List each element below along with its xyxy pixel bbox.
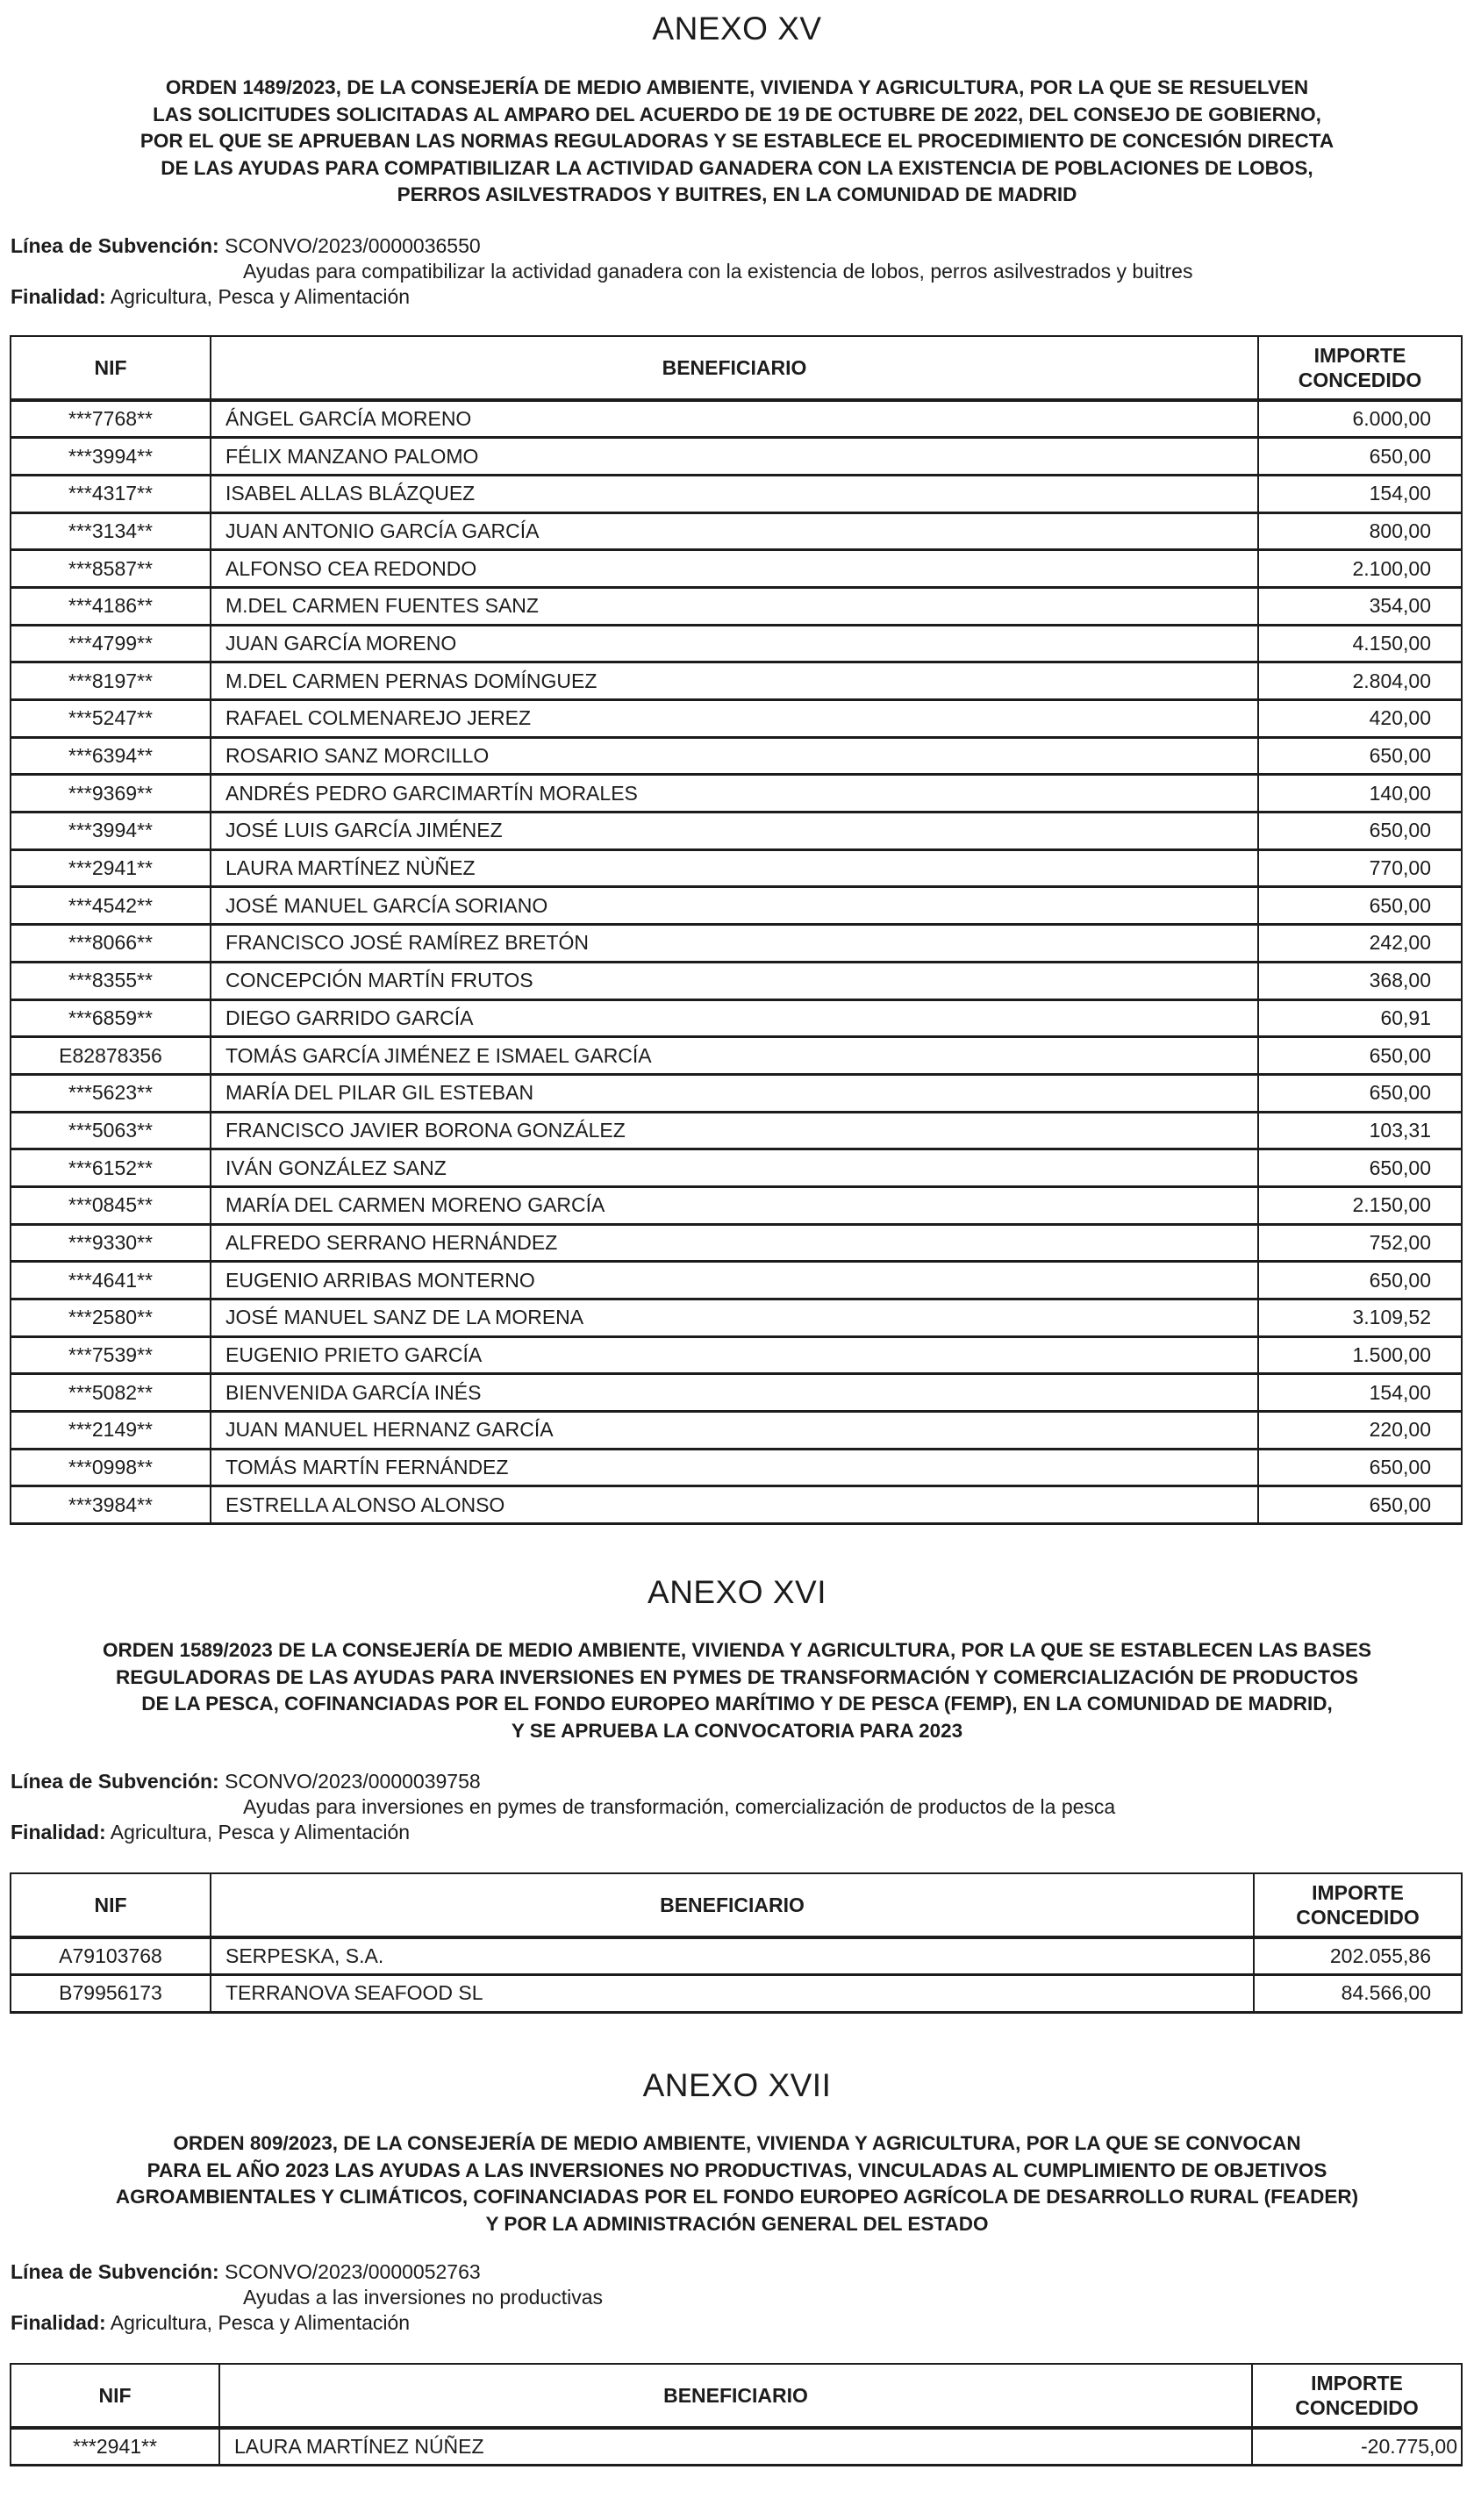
anexo-xvi-subvencion-info — [11, 1769, 1115, 1845]
nif-cell: ***5082** — [11, 1374, 211, 1412]
table-header-row — [11, 336, 1462, 400]
importe-cell: 650,00 — [1258, 887, 1462, 925]
table-row — [11, 887, 1462, 925]
anexo-xvii-table-body — [11, 2428, 1462, 2466]
table-row — [11, 849, 1462, 887]
column-header-importe: IMPORTE CONCEDIDO — [1258, 336, 1462, 400]
table-row — [11, 1975, 1462, 2013]
finalidad-value: Agricultura, Pesca y Alimentación — [110, 285, 411, 308]
importe-cell: 2.150,00 — [1258, 1186, 1462, 1224]
beneficiario-cell: JUAN MANUEL HERNANZ GARCÍA — [211, 1412, 1258, 1450]
beneficiario-cell: JOSÉ MANUEL GARCÍA SORIANO — [211, 887, 1258, 925]
anexo-xvii-beneficiaries-table — [10, 2363, 1463, 2466]
importe-cell: 650,00 — [1258, 813, 1462, 850]
beneficiario-cell: ESTRELLA ALONSO ALONSO — [211, 1486, 1258, 1524]
orden-line: ORDEN 1489/2023, DE LA CONSEJERÍA DE MEDIO AMBIENTE, VIVIENDA Y AGRICULTURA, POR LA QUE SE RESUELVEN — [165, 76, 1309, 98]
nif-cell: A79103768 — [11, 1937, 211, 1975]
orden-line: POR EL QUE SE APRUEBAN LAS NORMAS REGULADORAS Y SE ESTABLECE EL PROCEDIMIENTO DE CONCESIÓN DIRECTA — [140, 130, 1334, 152]
beneficiario-cell: TOMÁS MARTÍN FERNÁNDEZ — [211, 1449, 1258, 1486]
column-header-beneficiario: BENEFICIARIO — [219, 2364, 1252, 2428]
nif-cell: ***3134** — [11, 512, 211, 550]
beneficiario-cell: JOSÉ LUIS GARCÍA JIMÉNEZ — [211, 813, 1258, 850]
nif-cell: ***4317** — [11, 475, 211, 512]
nif-cell: ***8066** — [11, 925, 211, 963]
orden-line: PERROS ASILVESTRADOS Y BUITRES, EN LA COMUNIDAD DE MADRID — [397, 183, 1077, 205]
beneficiario-cell: CONCEPCIÓN MARTÍN FRUTOS — [211, 962, 1258, 999]
nif-cell: B79956173 — [11, 1975, 211, 2013]
anexo-xvii-title: ANEXO XVII — [642, 2067, 832, 2103]
importe-cell: 242,00 — [1258, 925, 1462, 963]
linea-label: Línea de Subvención: — [11, 234, 219, 257]
nif-cell: E82878356 — [11, 1037, 211, 1075]
orden-line: Y POR LA ADMINISTRACIÓN GENERAL DEL ESTADO — [485, 2212, 989, 2235]
table-row — [11, 925, 1462, 963]
orden-line: REGULADORAS DE LAS AYUDAS PARA INVERSIONES EN PYMES DE TRANSFORMACIÓN Y COMERCIALIZACIÓN DE PRODUCTOS — [116, 1665, 1358, 1688]
anexo-xvi-table-body — [11, 1937, 1462, 2012]
importe-cell: 368,00 — [1258, 962, 1462, 999]
beneficiario-cell: TOMÁS GARCÍA JIMÉNEZ E ISMAEL GARCÍA — [211, 1037, 1258, 1075]
importe-cell: 154,00 — [1258, 1374, 1462, 1412]
column-header-nif: NIF — [11, 336, 211, 400]
table-row — [11, 2428, 1462, 2466]
beneficiario-cell: ÁNGEL GARCÍA MORENO — [211, 400, 1258, 438]
nif-cell: ***2941** — [11, 2428, 219, 2466]
beneficiario-cell: ALFONSO CEA REDONDO — [211, 550, 1258, 588]
beneficiario-cell: IVÁN GONZÁLEZ SANZ — [211, 1149, 1258, 1187]
importe-cell: 140,00 — [1258, 775, 1462, 813]
orden-line: ORDEN 1589/2023 DE LA CONSEJERÍA DE MEDIO AMBIENTE, VIVIENDA Y AGRICULTURA, POR LA QUE SE ESTABLECEN LAS BASES — [102, 1639, 1372, 1661]
importe-cell: 650,00 — [1258, 438, 1462, 476]
finalidad-value: Agricultura, Pesca y Alimentación — [110, 1821, 411, 1843]
orden-line: PARA EL AÑO 2023 LAS AYUDAS A LAS INVERSIONES NO PRODUCTIVAS, VINCULADAS AL CUMPLIMIENTO DE OBJETIVOS — [147, 2158, 1327, 2181]
linea-description: Ayudas a las inversiones no productivas — [243, 2286, 603, 2309]
anexo-xvii-subvencion-info — [11, 2259, 603, 2336]
nif-cell: ***8197** — [11, 662, 211, 700]
finalidad-value: Agricultura, Pesca y Alimentación — [110, 2311, 411, 2334]
importe-cell: -20.775,00 — [1252, 2428, 1462, 2466]
importe-cell: 2.804,00 — [1258, 662, 1462, 700]
table-row — [11, 1186, 1462, 1224]
table-row — [11, 662, 1462, 700]
table-row — [11, 1937, 1462, 1975]
table-row — [11, 1262, 1462, 1299]
table-row — [11, 700, 1462, 738]
nif-cell: ***2941** — [11, 849, 211, 887]
anexo-xvii-orden-heading — [18, 2130, 1456, 2237]
table-row — [11, 1374, 1462, 1412]
nif-cell: ***4542** — [11, 887, 211, 925]
orden-line: LAS SOLICITUDES SOLICITADAS AL AMPARO DEL ACUERDO DE 19 DE OCTUBRE DE 2022, DEL CONSEJO DE GOBIERNO, — [153, 103, 1321, 125]
orden-line: DE LAS AYUDAS PARA COMPATIBILIZAR LA ACTIVIDAD GANADERA CON LA EXISTENCIA DE POBLACIONES DE LOBOS, — [161, 156, 1313, 179]
table-row — [11, 775, 1462, 813]
importe-cell: 3.109,52 — [1258, 1299, 1462, 1337]
column-header-beneficiario: BENEFICIARIO — [211, 1873, 1254, 1937]
nif-cell: ***6394** — [11, 737, 211, 775]
table-row — [11, 1449, 1462, 1486]
beneficiario-cell: ALFREDO SERRANO HERNÁNDEZ — [211, 1224, 1258, 1262]
beneficiario-cell: MARÍA DEL CARMEN MORENO GARCÍA — [211, 1186, 1258, 1224]
beneficiario-cell: M.DEL CARMEN FUENTES SANZ — [211, 587, 1258, 625]
column-header-beneficiario: BENEFICIARIO — [211, 336, 1258, 400]
orden-line: ORDEN 809/2023, DE LA CONSEJERÍA DE MEDIO AMBIENTE, VIVIENDA Y AGRICULTURA, POR LA QUE SE CONVOCAN — [173, 2132, 1301, 2154]
table-row — [11, 1299, 1462, 1337]
linea-description: Ayudas para inversiones en pymes de transformación, comercialización de productos de la pesca — [243, 1795, 1116, 1818]
column-header-importe: IMPORTE CONCEDIDO — [1252, 2364, 1462, 2428]
importe-cell: 1.500,00 — [1258, 1336, 1462, 1374]
anexo-xvi-beneficiaries-table — [10, 1872, 1463, 2014]
nif-cell: ***7768** — [11, 400, 211, 438]
linea-code: SCONVO/2023/0000039758 — [225, 1770, 481, 1793]
table-row — [11, 625, 1462, 662]
beneficiario-cell: EUGENIO PRIETO GARCÍA — [211, 1336, 1258, 1374]
nif-cell: ***3994** — [11, 813, 211, 850]
anexo-xvi-orden-heading — [18, 1637, 1456, 1744]
table-row — [11, 737, 1462, 775]
anexo-xv-beneficiaries-table — [10, 335, 1463, 1525]
importe-cell: 60,91 — [1258, 999, 1462, 1037]
nif-cell: ***9369** — [11, 775, 211, 813]
table-row — [11, 475, 1462, 512]
beneficiario-cell: ROSARIO SANZ MORCILLO — [211, 737, 1258, 775]
importe-cell: 103,31 — [1258, 1112, 1462, 1149]
column-header-nif: NIF — [11, 2364, 219, 2428]
importe-cell: 6.000,00 — [1258, 400, 1462, 438]
anexo-xv-orden-heading — [18, 75, 1456, 209]
table-row — [11, 1037, 1462, 1075]
importe-cell: 650,00 — [1258, 1149, 1462, 1187]
orden-line: Y SE APRUEBA LA CONVOCATORIA PARA 2023 — [511, 1719, 963, 1742]
orden-line: AGROAMBIENTALES Y CLIMÁTICOS, COFINANCIADAS POR EL FONDO EUROPEO AGRÍCOLA DE DESARROLLO RURAL (FEADER) — [115, 2186, 1359, 2208]
beneficiario-cell: RAFAEL COLMENAREJO JEREZ — [211, 700, 1258, 738]
table-row — [11, 1336, 1462, 1374]
beneficiario-cell: M.DEL CARMEN PERNAS DOMÍNGUEZ — [211, 662, 1258, 700]
beneficiario-cell: JOSÉ MANUEL SANZ DE LA MORENA — [211, 1299, 1258, 1337]
importe-cell: 650,00 — [1258, 1262, 1462, 1299]
table-row — [11, 512, 1462, 550]
linea-code: SCONVO/2023/0000036550 — [225, 234, 481, 257]
table-row — [11, 999, 1462, 1037]
nif-cell: ***5247** — [11, 700, 211, 738]
nif-cell: ***4799** — [11, 625, 211, 662]
importe-cell: 650,00 — [1258, 1449, 1462, 1486]
beneficiario-cell: LAURA MARTÍNEZ NÚÑEZ — [219, 2428, 1252, 2466]
importe-cell: 2.100,00 — [1258, 550, 1462, 588]
nif-cell: ***5063** — [11, 1112, 211, 1149]
nif-cell: ***4641** — [11, 1262, 211, 1299]
column-header-importe: IMPORTE CONCEDIDO — [1254, 1873, 1462, 1937]
nif-cell: ***2149** — [11, 1412, 211, 1450]
nif-cell: ***5623** — [11, 1074, 211, 1112]
importe-cell: 650,00 — [1258, 1074, 1462, 1112]
nif-cell: ***7539** — [11, 1336, 211, 1374]
importe-cell: 4.150,00 — [1258, 625, 1462, 662]
linea-code: SCONVO/2023/0000052763 — [225, 2260, 481, 2283]
importe-cell: 84.566,00 — [1254, 1975, 1462, 2013]
nif-cell: ***4186** — [11, 587, 211, 625]
importe-cell: 154,00 — [1258, 475, 1462, 512]
nif-cell: ***3994** — [11, 438, 211, 476]
linea-description: Ayudas para compatibilizar la actividad ganadera con la existencia de lobos, perros asilvestrados y buitres — [243, 260, 1193, 283]
beneficiario-cell: LAURA MARTÍNEZ NÙÑEZ — [211, 849, 1258, 887]
beneficiario-cell: SERPESKA, S.A. — [211, 1937, 1254, 1975]
beneficiario-cell: FÉLIX MANZANO PALOMO — [211, 438, 1258, 476]
anexo-xv-table-body — [11, 400, 1462, 1524]
linea-label: Línea de Subvención: — [11, 2260, 219, 2283]
nif-cell: ***8355** — [11, 962, 211, 999]
nif-cell: ***3984** — [11, 1486, 211, 1524]
table-row — [11, 813, 1462, 850]
beneficiario-cell: JUAN GARCÍA MORENO — [211, 625, 1258, 662]
beneficiario-cell: FRANCISCO JAVIER BORONA GONZÁLEZ — [211, 1112, 1258, 1149]
importe-cell: 650,00 — [1258, 737, 1462, 775]
orden-line: DE LA PESCA, COFINANCIADAS POR EL FONDO EUROPEO MARÍTIMO Y DE PESCA (FEMP), EN LA COMUNIDAD DE MADRID, — [141, 1693, 1333, 1715]
table-row — [11, 1486, 1462, 1524]
importe-cell: 202.055,86 — [1254, 1937, 1462, 1975]
importe-cell: 420,00 — [1258, 700, 1462, 738]
nif-cell: ***9330** — [11, 1224, 211, 1262]
table-row — [11, 1412, 1462, 1450]
column-header-nif: NIF — [11, 1873, 211, 1937]
beneficiario-cell: FRANCISCO JOSÉ RAMÍREZ BRETÓN — [211, 925, 1258, 963]
nif-cell: ***0845** — [11, 1186, 211, 1224]
beneficiario-cell: TERRANOVA SEAFOOD SL — [211, 1975, 1254, 2013]
importe-cell: 650,00 — [1258, 1037, 1462, 1075]
beneficiario-cell: EUGENIO ARRIBAS MONTERNO — [211, 1262, 1258, 1299]
importe-cell: 752,00 — [1258, 1224, 1462, 1262]
table-row — [11, 1074, 1462, 1112]
nif-cell: ***8587** — [11, 550, 211, 588]
beneficiario-cell: BIENVENIDA GARCÍA INÉS — [211, 1374, 1258, 1412]
table-header-row — [11, 1873, 1462, 1937]
anexo-xv-subvencion-info — [11, 233, 1192, 310]
beneficiario-cell: MARÍA DEL PILAR GIL ESTEBAN — [211, 1074, 1258, 1112]
finalidad-label: Finalidad: — [11, 1821, 106, 1843]
anexo-xvi-title: ANEXO XVI — [648, 1574, 826, 1610]
nif-cell: ***0998** — [11, 1449, 211, 1486]
table-row — [11, 1224, 1462, 1262]
nif-cell: ***6152** — [11, 1149, 211, 1187]
beneficiario-cell: ISABEL ALLAS BLÁZQUEZ — [211, 475, 1258, 512]
importe-cell: 770,00 — [1258, 849, 1462, 887]
table-row — [11, 438, 1462, 476]
finalidad-label: Finalidad: — [11, 285, 106, 308]
nif-cell: ***2580** — [11, 1299, 211, 1337]
table-row — [11, 587, 1462, 625]
table-header-row — [11, 2364, 1462, 2428]
table-row — [11, 1112, 1462, 1149]
beneficiario-cell: JUAN ANTONIO GARCÍA GARCÍA — [211, 512, 1258, 550]
beneficiario-cell: ANDRÉS PEDRO GARCIMARTÍN MORALES — [211, 775, 1258, 813]
importe-cell: 354,00 — [1258, 587, 1462, 625]
anexo-xv-title: ANEXO XV — [652, 11, 822, 47]
linea-label: Línea de Subvención: — [11, 1770, 219, 1793]
importe-cell: 220,00 — [1258, 1412, 1462, 1450]
importe-cell: 800,00 — [1258, 512, 1462, 550]
table-row — [11, 550, 1462, 588]
beneficiario-cell: DIEGO GARRIDO GARCÍA — [211, 999, 1258, 1037]
importe-cell: 650,00 — [1258, 1486, 1462, 1524]
table-row — [11, 1149, 1462, 1187]
nif-cell: ***6859** — [11, 999, 211, 1037]
table-row — [11, 400, 1462, 438]
finalidad-label: Finalidad: — [11, 2311, 106, 2334]
table-row — [11, 962, 1462, 999]
